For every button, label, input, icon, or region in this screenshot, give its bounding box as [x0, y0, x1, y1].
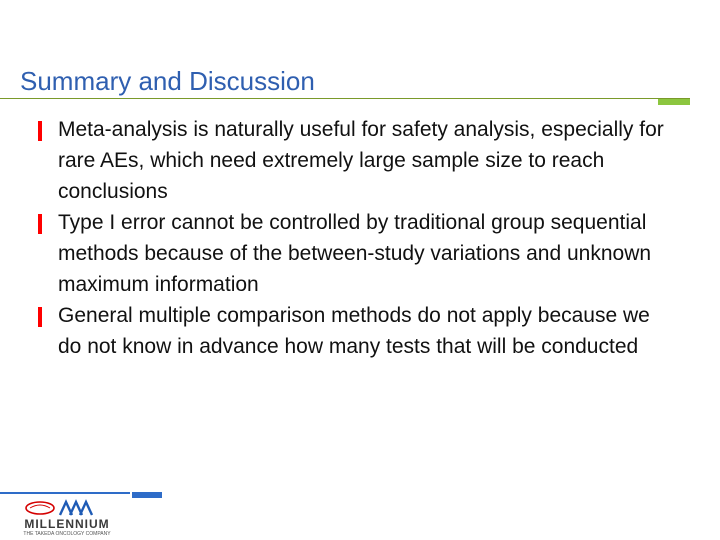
logo-tagline: THE TAKEDA ONCOLOGY COMPANY — [23, 531, 111, 537]
bullet-list — [38, 114, 678, 362]
bullet-marker-icon — [38, 121, 42, 141]
title-accent-bar — [658, 99, 690, 105]
slide-title: Summary and Discussion — [20, 66, 315, 96]
bullet-item — [38, 300, 678, 362]
bullet-text: General multiple comparison methods do not apply because we do not know in advance how many tests that will be conducted — [58, 304, 650, 358]
logo-wordmark: MILLENNIUM — [24, 517, 110, 531]
bullet-item — [38, 207, 678, 300]
millennium-logo — [16, 498, 116, 538]
millennium-logo-icon — [16, 498, 116, 518]
title-divider — [0, 98, 690, 99]
bullet-marker-icon — [38, 214, 42, 234]
footer-divider — [0, 492, 130, 494]
bullet-marker-icon — [38, 307, 42, 327]
bullet-item — [38, 114, 678, 207]
bullet-text: Meta-analysis is naturally useful for safety analysis, especially for rare AEs, which need extremely large sample size to reach conclusions — [58, 118, 664, 203]
footer-accent-bar — [132, 492, 162, 498]
bullet-text: Type I error cannot be controlled by traditional group sequential methods because of the between-study variations and unknown maximum information — [58, 211, 652, 296]
millennium-mark-icon — [60, 502, 92, 515]
takeda-logo-icon — [26, 502, 54, 514]
